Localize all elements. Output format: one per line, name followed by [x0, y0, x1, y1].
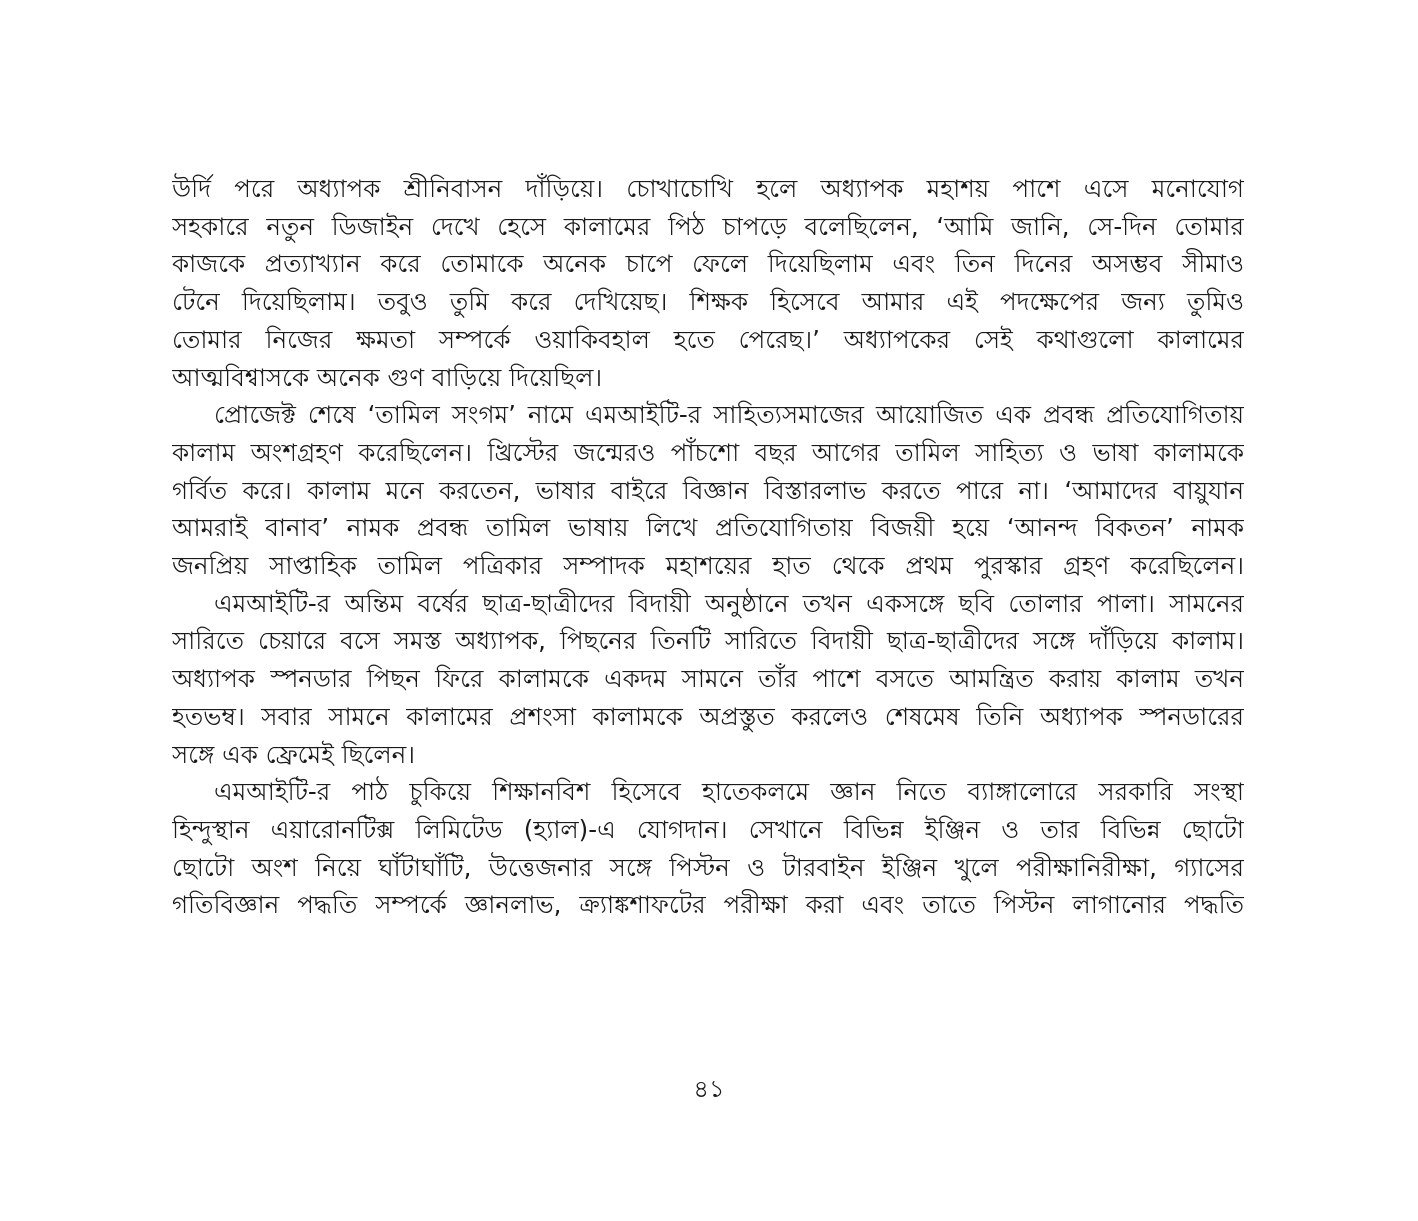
text-line: কালাম অংশগ্রহণ করেছিলেন। খ্রিস্টের জন্মেরও পাঁচশো বছর আগের তামিল সাহিত্য ও ভাষা কালামকে — [172, 437, 1244, 467]
text-line: সারিতে চেয়ারে বসে সমস্ত অধ্যাপক, পিছনের তিনটি সারিতে বিদায়ী ছাত্র-ছাত্রীদের সঙ্গে দাঁড়িয়ে কালাম। — [172, 626, 1244, 656]
page-number: ৪১ — [693, 1075, 725, 1103]
paragraph-4 — [172, 773, 1244, 924]
text-line: গর্বিত করে। কালাম মনে করতেন, ভাষার বাইরে বিজ্ঞান বিস্তারলাভ করতে পারে না। ‘আমাদের বায়ুযান — [172, 475, 1244, 505]
text-line: উর্দি পরে অধ্যাপক শ্রীনিবাসন দাঁড়িয়ে। চোখাচোখি হলে অধ্যাপক মহাশয় পাশে এসে মনোযোগ — [172, 174, 1244, 203]
text-line: এমআইটি-র পাঠ চুকিয়ে শিক্ষানবিশ হিসেবে হাতেকলমে জ্ঞান নিতে ব্যাঙ্গালোরে সরকারি সংস্থা — [214, 777, 1244, 807]
paragraph-3 — [172, 585, 1244, 774]
body-text — [172, 170, 1244, 924]
text-line: ছোটো অংশ নিয়ে ঘাঁটাঘাঁটি, উত্তেজনার সঙ্গে পিস্টন ও টারবাইন ইঞ্জিন খুলে পরীক্ষানিরীক্ষা, গ্যাসের — [172, 852, 1244, 882]
text-line: অধ্যাপক স্পনডার পিছন ফিরে কালামকে একদম সামনে তাঁর পাশে বসতে আমন্ত্রিত করায় কালাম তখন — [172, 664, 1244, 694]
text-line: জনপ্রিয় সাপ্তাহিক তামিল পত্রিকার সম্পাদক মহাশয়ের হাত থেকে প্রথম পুরস্কার গ্রহণ করেছিলেন। — [172, 551, 1244, 581]
text-line: সহকারে নতুন ডিজাইন দেখে হেসে কালামের পিঠ চাপড়ে বলেছিলেন, ‘আমি জানি, সে-দিন তোমার — [172, 211, 1244, 241]
text-line: হতভম্ব। সবার সামনে কালামের প্রশংসা কালামকে অপ্রস্তুত করলেও শেষমেষ তিনি অধ্যাপক স্পনডারের — [172, 701, 1244, 731]
text-line: আমরাই বানাব’ নামক প্রবন্ধ তামিল ভাষায় লিখে প্রতিযোগিতায় বিজয়ী হয়ে ‘আনন্দ বিকতন’ নামক — [172, 513, 1244, 543]
paragraph-1 — [172, 170, 1244, 396]
text-line: কাজকে প্রত্যাখ্যান করে তোমাকে অনেক চাপে ফেলে দিয়েছিলাম এবং তিন দিনের অসম্ভব সীমাও — [172, 249, 1244, 279]
text-line: টেনে দিয়েছিলাম। তবুও তুমি করে দেখিয়েছ। শিক্ষক হিসেবে আমার এই পদক্ষেপের জন্য তুমিও — [172, 287, 1244, 317]
text-line: গতিবিজ্ঞান পদ্ধতি সম্পর্কে জ্ঞানলাভ, ক্র্যাঙ্কশাফটের পরীক্ষা করা এবং তাতে পিস্টন লাগানোর পদ্ধতি — [172, 890, 1244, 920]
text-line: আত্মবিশ্বাসকে অনেক গুণ বাড়িয়ে দিয়েছিল। — [172, 362, 603, 392]
text-line: সঙ্গে এক ফ্রেমেই ছিলেন। — [172, 739, 416, 769]
text-line: তোমার নিজের ক্ষমতা সম্পর্কে ওয়াকিবহাল হতে পেরেছ।’ অধ্যাপকের সেই কথাগুলো কালামের — [172, 324, 1244, 354]
text-line: প্রোজেক্ট শেষে ‘তামিল সংগম’ নামে এমআইটি-র সাহিত্যসমাজের আয়োজিত এক প্রবন্ধ প্রতিযোগিতায় — [214, 400, 1244, 430]
paragraph-2 — [172, 396, 1244, 585]
text-line: এমআইটি-র অন্তিম বর্ষের ছাত্র-ছাত্রীদের বিদায়ী অনুষ্ঠানে তখন একসঙ্গে ছবি তোলার পালা। সামনের — [214, 588, 1244, 618]
text-line: হিন্দুস্থান এয়ারোনটিক্স লিমিটেড (হ্যাল)-এ যোগদান। সেখানে বিভিন্ন ইঞ্জিন ও তার বিভিন্ন ছোটো — [172, 814, 1244, 844]
